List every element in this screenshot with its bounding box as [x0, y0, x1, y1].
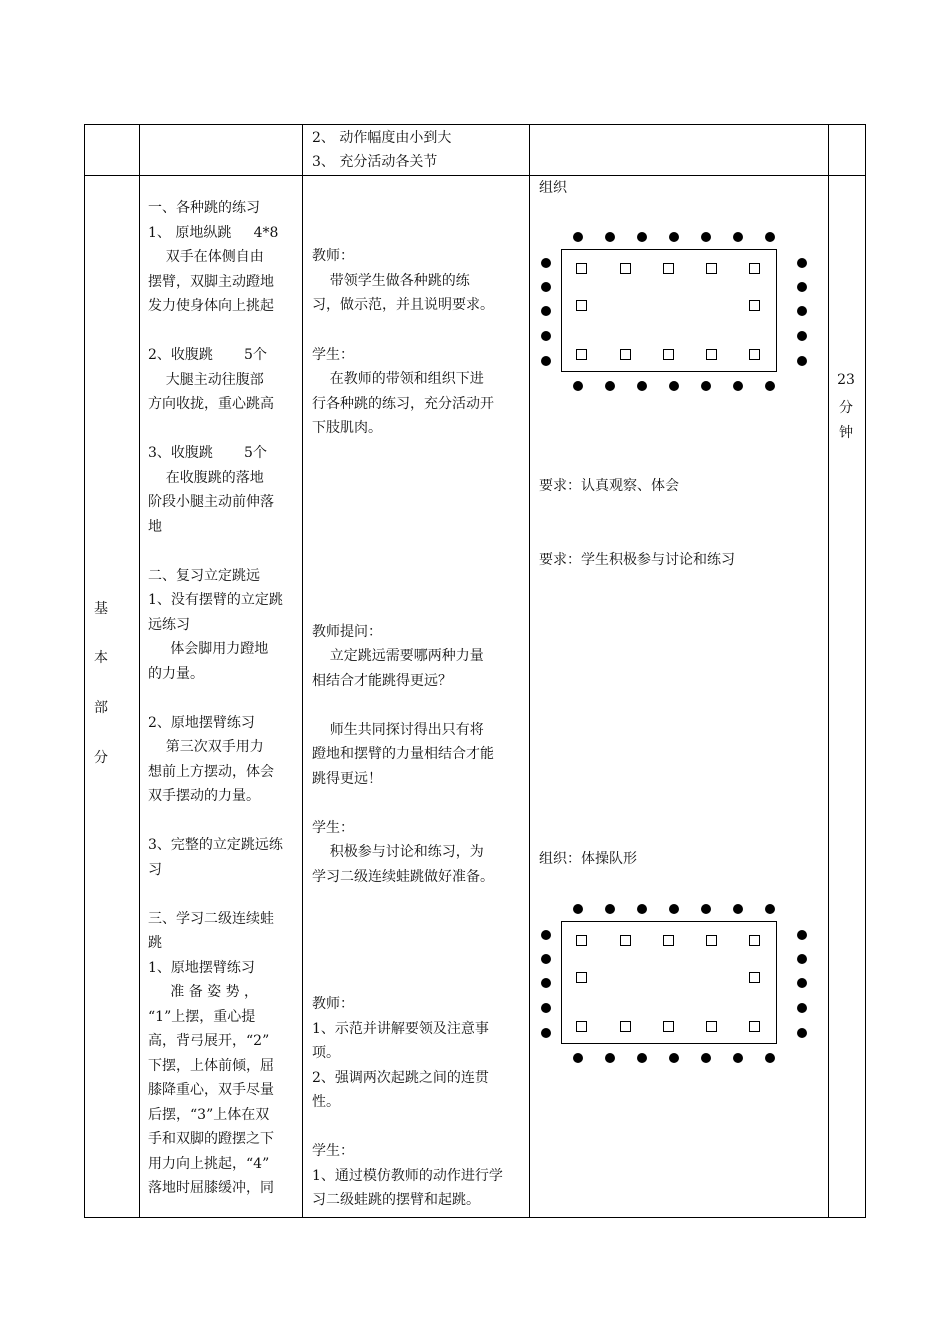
content-line: 远练习 [148, 616, 190, 633]
content-line [148, 809, 298, 834]
student-dot [669, 904, 679, 914]
student-dot [701, 381, 711, 391]
student-dot [541, 954, 551, 964]
student-dot [669, 1053, 679, 1063]
section-label-char: 分 [94, 750, 108, 766]
content-line: 想前上方摆动，体会 [148, 763, 274, 780]
student-dot [541, 930, 551, 940]
content-line [148, 539, 298, 564]
student-square [576, 263, 587, 274]
student-square [576, 349, 587, 360]
content-line: 二、复习立定跳远 [148, 567, 260, 584]
student-dot [765, 381, 775, 391]
organization-label-2: 组织：体操队形 [539, 851, 637, 867]
student-square [749, 349, 760, 360]
student-dot [765, 904, 775, 914]
student-dot [797, 356, 807, 366]
method-line: 跳得更远！ [312, 771, 382, 787]
row-divider [84, 175, 866, 176]
time-value: 23 [837, 372, 855, 388]
content-line: 地 [148, 518, 162, 535]
student-square [576, 300, 587, 311]
student-dot [637, 904, 647, 914]
content-line [148, 686, 298, 711]
student-dot [797, 954, 807, 964]
student-square [663, 1021, 674, 1032]
method-line: 1、示范并讲解要领及注意事 [312, 1021, 489, 1037]
student-dot [701, 1053, 711, 1063]
student-square [749, 935, 760, 946]
content-line [148, 417, 298, 442]
content-line: 落地时屈膝缓冲，同 [148, 1180, 274, 1196]
student-square [620, 1021, 631, 1032]
student-square [749, 1021, 760, 1032]
student-dot [765, 232, 775, 242]
student-dot [605, 1053, 615, 1063]
method-line: 立定跳远需要哪两种力量 [312, 648, 484, 664]
student-square [749, 263, 760, 274]
student-dot [637, 1053, 647, 1063]
student-dot [573, 381, 583, 391]
content-line: 阶段小腿主动前伸落 [148, 494, 274, 510]
formation-diagram-1 [535, 225, 825, 395]
student-square [706, 1021, 717, 1032]
organization-label: 组织 [539, 180, 567, 196]
student-dot [605, 904, 615, 914]
content-line [148, 882, 298, 907]
student-dot [541, 258, 551, 268]
method-line: 习，做示范，并且说明要求。 [312, 297, 494, 313]
content-line: 在收腹跳的落地 [148, 469, 264, 486]
content-line: 1、原地摆臂练习 [148, 959, 255, 976]
method-line: 教师： [312, 248, 354, 264]
student-square [663, 263, 674, 274]
content-line: 3、完整的立定跳远练 [148, 837, 283, 853]
student-square [749, 300, 760, 311]
content-line: 摆臂，双脚主动蹬地 [148, 273, 274, 290]
content-line: 大腿主动往腹部 [148, 371, 264, 388]
student-dot [605, 232, 615, 242]
content-line: 后摆，“3”上体在双 [148, 1106, 270, 1123]
content-line: 体会脚用力蹬地 [148, 641, 269, 657]
content-line: 第三次双手用力 [148, 739, 264, 755]
student-square [576, 935, 587, 946]
content-line: 1、没有摆臂的立定跳 [148, 592, 283, 608]
content-line: 高，背弓展开，“2” [148, 1033, 270, 1049]
student-dot [733, 1053, 743, 1063]
method-line: 性。 [312, 1094, 340, 1110]
student-dot [541, 1003, 551, 1013]
student-square [663, 935, 674, 946]
time-char: 钟 [839, 425, 853, 441]
student-dot [669, 232, 679, 242]
student-dot [637, 232, 647, 242]
content-line: 手和双脚的蹬摆之下 [148, 1131, 274, 1147]
method-line: 学生： [312, 347, 354, 363]
requirement-2: 要求：学生积极参与讨论和练习 [539, 552, 735, 568]
student-dot [797, 1028, 807, 1038]
student-dot [701, 904, 711, 914]
column-divider [302, 124, 303, 1218]
student-square [706, 935, 717, 946]
content-line: 膝降重心，双手尽量 [148, 1082, 274, 1098]
student-dot [797, 978, 807, 988]
student-dot [669, 381, 679, 391]
time-char: 分 [839, 400, 853, 416]
student-dot [797, 282, 807, 292]
content-line: 双手摆动的力量。 [148, 788, 260, 804]
student-square [749, 972, 760, 983]
student-dot [797, 258, 807, 268]
method-line: 积极参与讨论和练习，为 [312, 844, 484, 860]
requirement-1: 要求：认真观察、体会 [539, 478, 679, 494]
method-line: 学生： [312, 820, 354, 836]
student-dot [605, 381, 615, 391]
method-line: 行各种跳的练习，充分活动开 [312, 396, 494, 412]
student-dot [637, 381, 647, 391]
column-divider [139, 124, 140, 1218]
student-square [706, 349, 717, 360]
student-dot [541, 306, 551, 316]
student-dot [797, 331, 807, 341]
method-line: 师生共同探讨得出只有将 [312, 722, 484, 738]
content-line: 准 备 姿 势 ， [148, 984, 259, 1000]
method-line: 在教师的带领和组织下进 [312, 371, 484, 387]
student-dot [573, 1053, 583, 1063]
top-row-line-1: 2、 动作幅度由小到大 [312, 130, 452, 146]
student-dot [733, 381, 743, 391]
student-square [620, 263, 631, 274]
student-dot [797, 930, 807, 940]
section-label-char: 基 [94, 601, 108, 617]
section-label-char: 部 [94, 700, 108, 716]
student-square [706, 263, 717, 274]
content-line: 双手在体侧自由 [148, 249, 264, 265]
student-dot [541, 1028, 551, 1038]
student-dot [573, 232, 583, 242]
content-line: “1”上摆，重心提 [148, 1008, 256, 1025]
method-line: 2、强调两次起跳之间的连贯 [312, 1070, 489, 1086]
student-dot [701, 232, 711, 242]
content-line: 三、学习二级连续蛙 [148, 910, 274, 927]
method-line: 1、通过模仿教师的动作进行学 [312, 1168, 503, 1184]
content-line: 跳 [148, 935, 162, 951]
method-line: 学习二级连续蛙跳做好准备。 [312, 869, 494, 885]
content-line: 发力使身体向上挑起 [148, 298, 274, 314]
student-square [620, 935, 631, 946]
method-line: 相结合才能跳得更远？ [312, 673, 452, 689]
student-dot [541, 978, 551, 988]
student-square [576, 1021, 587, 1032]
student-dot [797, 1003, 807, 1013]
content-line: 一、各种跳的练习 [148, 200, 260, 216]
student-dot [541, 331, 551, 341]
content-line: 3、收腹跳 5个 [148, 445, 267, 461]
method-line: 教师提问： [312, 624, 382, 640]
content-line: 下摆，上体前倾，屈 [148, 1057, 274, 1074]
top-row-line-2: 3、 充分活动各关节 [312, 154, 438, 170]
method-line: 下肢肌肉。 [312, 420, 382, 436]
student-dot [541, 282, 551, 292]
method-line: 学生： [312, 1143, 354, 1159]
formation-diagram-2 [535, 897, 825, 1067]
method-line: 习二级蛙跳的摆臂和起跳。 [312, 1192, 480, 1208]
section-label-char: 本 [94, 650, 108, 666]
student-square [663, 349, 674, 360]
column-divider [828, 124, 829, 1218]
student-dot [733, 232, 743, 242]
content-line: 习 [148, 861, 162, 878]
student-dot [573, 904, 583, 914]
content-line: 2、原地摆臂练习 [148, 714, 255, 731]
student-dot [733, 904, 743, 914]
content-line: 2、收腹跳 5个 [148, 347, 267, 363]
column-divider [529, 124, 530, 1218]
student-dot [765, 1053, 775, 1063]
content-line: 方向收拢，重心跳高 [148, 396, 274, 412]
method-line: 蹬地和摆臂的力量相结合才能 [312, 746, 494, 762]
content-line [148, 319, 298, 344]
content-line: 的力量。 [148, 665, 204, 682]
student-dot [797, 306, 807, 316]
method-line: 带领学生做各种跳的练 [312, 273, 470, 289]
student-square [576, 972, 587, 983]
method-line: 项。 [312, 1045, 340, 1061]
content-column [148, 196, 298, 1201]
student-square [620, 349, 631, 360]
student-dot [541, 356, 551, 366]
method-line: 教师： [312, 996, 354, 1012]
content-line: 1、 原地纵跳 4*8 [148, 224, 279, 241]
content-line: 用力向上挑起，“4” [148, 1155, 270, 1172]
